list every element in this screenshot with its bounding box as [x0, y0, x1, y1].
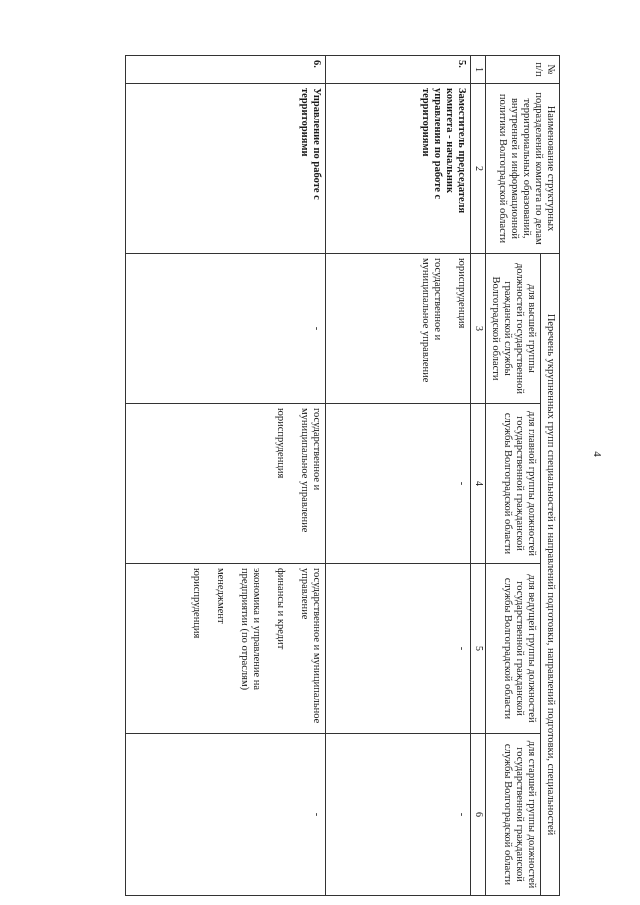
- lead-group-cell: [126, 564, 326, 734]
- list-item: экономика и управление на предприятии (по отраслям): [238, 568, 262, 691]
- col-num-4: 4: [471, 404, 486, 564]
- group-header: Перечень укрупненных групп специальностей и направлений подготовки, направлений подготовки, специальностей: [540, 254, 559, 896]
- rotated-table-sheet: [40, 55, 560, 895]
- senior-group-header: для старшей группы должностей государственной гражданской службы Волгоградской области: [485, 734, 540, 896]
- high-group-cell: -: [126, 254, 326, 404]
- high-group-cell: [326, 254, 471, 404]
- list-item: государственное и муниципальное управление: [299, 408, 323, 533]
- list-item: государственное и муниципальное управление: [299, 568, 323, 724]
- main-group-cell: [126, 404, 326, 564]
- row-number: 5.: [326, 56, 471, 84]
- column-numbers-row: [471, 56, 486, 896]
- specialties-table: [125, 55, 560, 896]
- col-number-header: № п/п: [485, 56, 559, 84]
- col-num-6: 6: [471, 734, 486, 896]
- table-row: [126, 56, 326, 896]
- header-row-1: [540, 56, 559, 896]
- row-name: Управление по работе с территориями: [126, 84, 326, 254]
- row-number: 6.: [126, 56, 326, 84]
- senior-group-cell: -: [126, 734, 326, 896]
- col-num-3: 3: [471, 254, 486, 404]
- col-num-2: 2: [471, 84, 486, 254]
- list-item: юриспруденция: [456, 258, 468, 329]
- lead-group-cell: -: [326, 564, 471, 734]
- main-group-header: для главной группы должностей государственной гражданской службы Волгоградской области: [485, 404, 540, 564]
- senior-group-cell: -: [326, 734, 471, 896]
- col-name-header: Наименование структурных подразделений комитета по делам территориальных образований, внутренней и информационной политики Волгоградской области: [485, 84, 559, 254]
- col-num-5: 5: [471, 564, 486, 734]
- list-item: государственное и муниципальное управление: [420, 258, 444, 383]
- list-item: юриспруденция: [275, 408, 287, 479]
- high-group-header: для высшей группы должностей государственной гражданской службы Волгоградской области: [485, 254, 540, 404]
- list-item: юриспруденция: [190, 568, 202, 639]
- list-item: финансы и кредит: [275, 568, 287, 650]
- page-number: 4: [590, 451, 603, 457]
- col-num-1: 1: [471, 56, 486, 84]
- row-name: Заместитель председателя комитета - начальник управления по работе с территориями: [326, 84, 471, 254]
- main-group-cell: -: [326, 404, 471, 564]
- lead-group-header: для ведущей группы должностей государственной гражданской службы Волгоградской области: [485, 564, 540, 734]
- list-item: менеджмент: [214, 568, 226, 624]
- table-row: [326, 56, 471, 896]
